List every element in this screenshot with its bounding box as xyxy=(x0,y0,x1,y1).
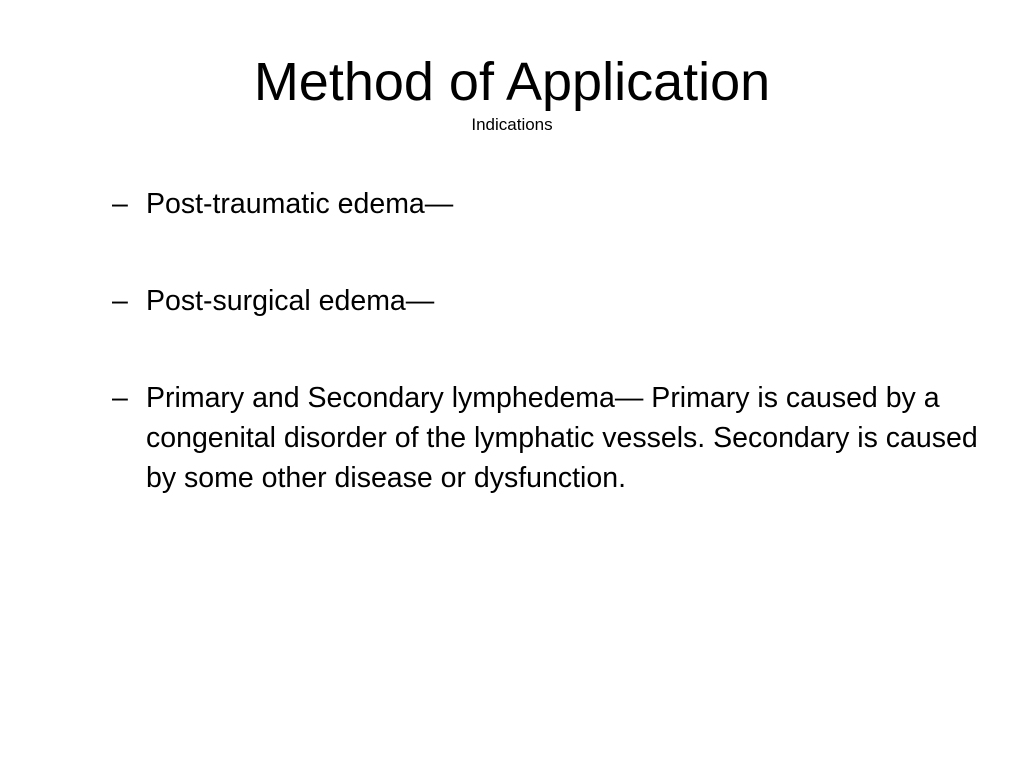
bullet-text: Post-surgical edema— xyxy=(146,285,435,317)
slide-title: Method of Application xyxy=(253,52,771,112)
bullet-item-post-surgical xyxy=(112,281,992,321)
bullet-text: Primary and Secondary lymphedema— Primary is caused by a congenital disorder of the lymphatic vessels. Secondary is caused by some other disease or dysfunction. xyxy=(146,382,978,494)
dash-bullet-icon: – xyxy=(112,382,128,414)
dash-bullet-icon: – xyxy=(112,285,128,317)
slide-subtitle: Indications xyxy=(471,115,553,134)
dash-bullet-icon: – xyxy=(112,188,128,220)
bullet-text: Post-traumatic edema— xyxy=(146,188,454,220)
bullet-item-post-traumatic xyxy=(112,184,992,224)
title-block xyxy=(0,50,1024,136)
bullet-list xyxy=(112,184,992,555)
bullet-item-lymphedema xyxy=(112,378,992,498)
